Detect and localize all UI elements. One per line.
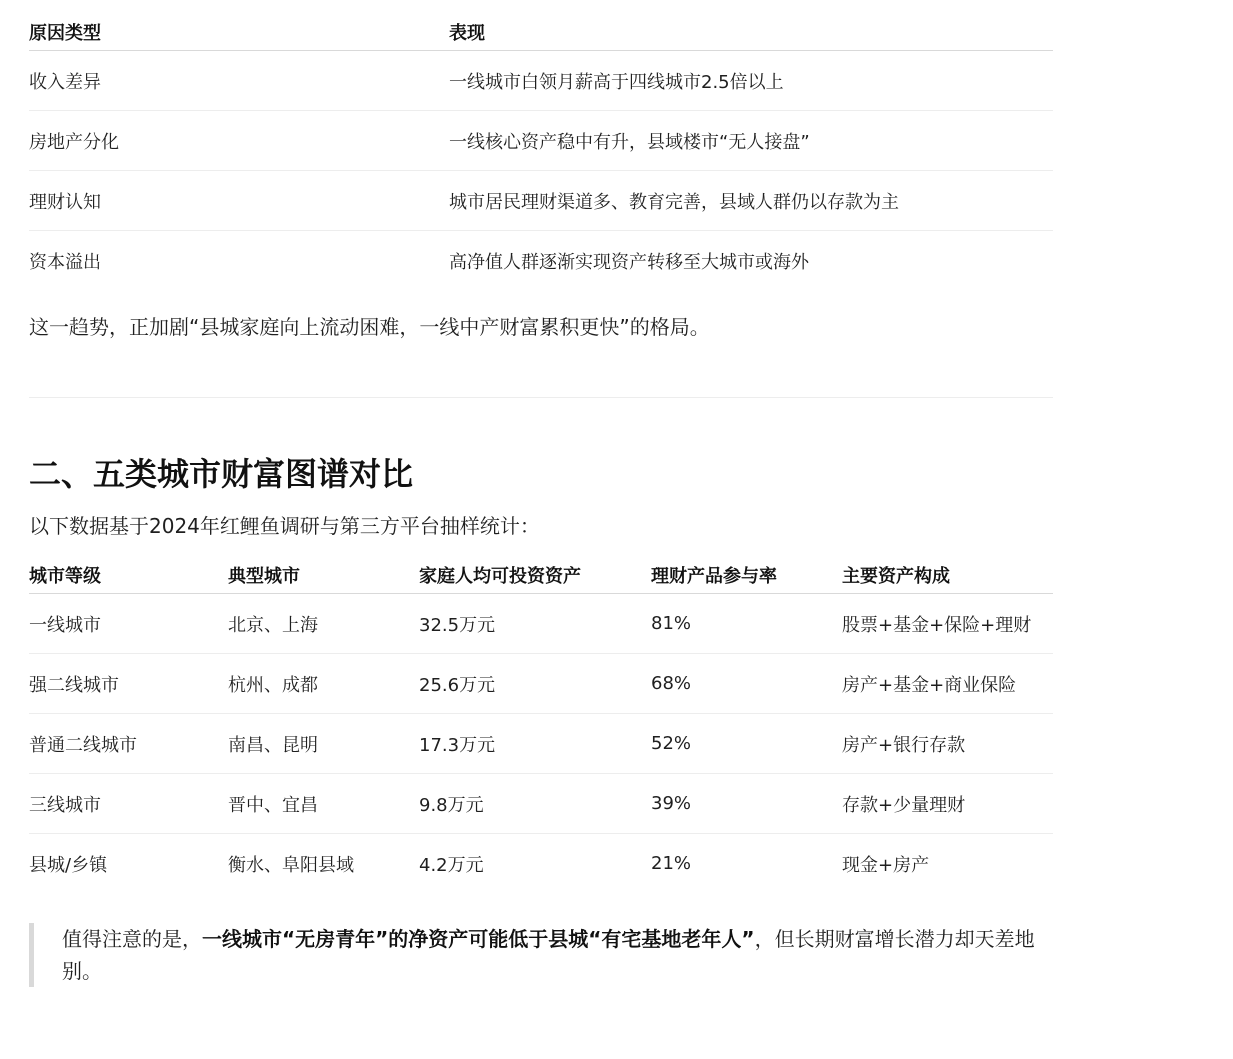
section-heading: 二、五类城市财富图谱对比 xyxy=(29,455,414,493)
table-cell: 县城/乡镇 xyxy=(29,834,228,894)
table-row xyxy=(29,654,1053,714)
table-header-row xyxy=(29,14,1053,51)
section-intro: 以下数据基于2024年红鲤鱼调研与第三方平台抽样统计： xyxy=(29,514,540,538)
table-cell: 强二线城市 xyxy=(29,654,228,714)
table-cell: 32.5万元 xyxy=(419,614,496,636)
table-row xyxy=(29,171,1053,231)
table-cell: 存款+少量理财 xyxy=(842,774,1053,834)
table-row xyxy=(29,231,1053,291)
city-wealth-table xyxy=(29,557,1053,893)
column-header: 主要资产构成 xyxy=(842,557,1053,594)
quote-bold-text: 一线城市“无房青年”的净资产可能低于县城“有宅基地老年人” xyxy=(202,927,755,951)
table-row xyxy=(29,51,1053,111)
table-cell: 南昌、昆明 xyxy=(228,714,419,774)
column-header: 家庭人均可投资资产 xyxy=(419,557,651,594)
column-header: 典型城市 xyxy=(228,557,419,594)
table-cell: 房产+银行存款 xyxy=(842,714,1053,774)
column-header: 表现 xyxy=(449,14,1053,51)
table-cell: 81% xyxy=(651,613,692,634)
table-cell: 现金+房产 xyxy=(842,834,1053,894)
table-cell: 39% xyxy=(651,774,842,834)
table-cell: 晋中、宜昌 xyxy=(228,774,419,834)
table-row xyxy=(29,714,1053,774)
table-row xyxy=(29,834,1053,894)
blockquote xyxy=(29,923,1053,987)
table-cell: 北京、上海 xyxy=(228,614,318,636)
table-row xyxy=(29,111,1053,171)
quote-prefix: 值得注意的是， xyxy=(62,927,202,951)
table-row xyxy=(29,774,1053,834)
column-header: 城市等级 xyxy=(29,557,228,594)
table-cell: 一线核心资产稳中有升，县域楼市“无人接盘” xyxy=(449,111,1053,171)
table-cell: 股票+基金+保险+理财 xyxy=(842,614,1032,636)
table-cell: 21% xyxy=(651,834,842,894)
table-cell: 17.3万元 xyxy=(419,714,651,774)
table-cell: 房地产分化 xyxy=(29,111,449,171)
column-header: 理财产品参与率 xyxy=(651,557,842,594)
table-cell: 4.2万元 xyxy=(419,834,651,894)
table-cell: 杭州、成都 xyxy=(228,654,419,714)
quote-suffix: ，但长期财富增长潜力却天差地别。 xyxy=(62,927,1035,983)
table-cell: 68% xyxy=(651,654,842,714)
column-header: 原因类型 xyxy=(29,14,449,51)
table-cell: 收入差异 xyxy=(29,71,101,93)
table-cell: 普通二线城市 xyxy=(29,714,228,774)
table-cell: 52% xyxy=(651,714,842,774)
table-row xyxy=(29,594,1053,654)
table-cell: 城市居民理财渠道多、教育完善，县域人群仍以存款为主 xyxy=(449,171,1053,231)
table-cell: 房产+基金+商业保险 xyxy=(842,654,1053,714)
trend-paragraph: 这一趋势，正加剧“县城家庭向上流动困难，一线中产财富累积更快”的格局。 xyxy=(29,315,710,339)
table-cell: 一线城市 xyxy=(29,614,101,636)
table-header-row xyxy=(29,557,1053,594)
table-cell: 9.8万元 xyxy=(419,774,651,834)
table-cell: 三线城市 xyxy=(29,774,228,834)
article-content xyxy=(29,14,1053,987)
table-cell: 一线城市白领月薪高于四线城市2.5倍以上 xyxy=(449,71,784,93)
table-cell: 25.6万元 xyxy=(419,654,651,714)
table-cell: 衡水、阜阳县域 xyxy=(228,834,419,894)
reason-table xyxy=(29,14,1053,290)
table-cell: 高净值人群逐渐实现资产转移至大城市或海外 xyxy=(449,231,1053,291)
table-cell: 理财认知 xyxy=(29,171,449,231)
table-cell: 资本溢出 xyxy=(29,231,449,291)
section-divider xyxy=(29,397,1053,398)
